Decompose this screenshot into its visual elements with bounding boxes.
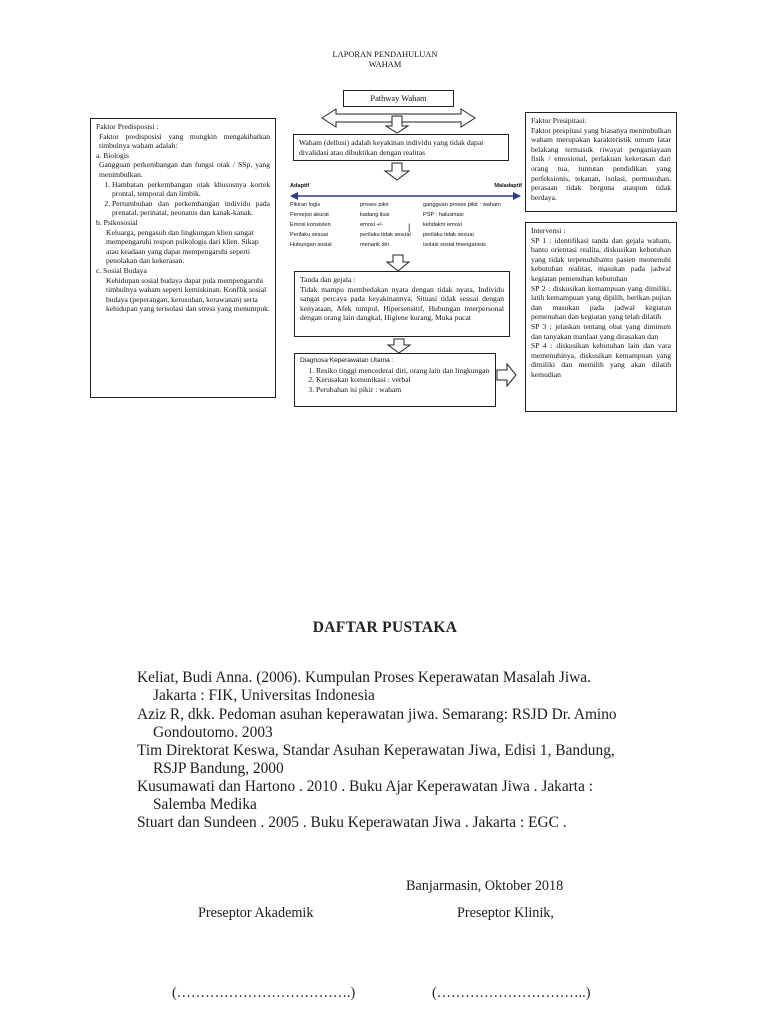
reference-line: Kusumawati dan Hartono . 2010 . Buku Ajar Keperawatan Jiwa . Jakarta : <box>137 778 594 795</box>
intervention-heading: Intervensi : <box>531 226 566 235</box>
report-title-line1: LAPORAN PENDAHULUAN <box>332 50 438 59</box>
reference-item <box>137 669 637 706</box>
right-signature-blank: (…………………………..) <box>432 985 591 1001</box>
reference-line: Salemba Medika <box>153 796 257 813</box>
intervention-sp1: SP 1 : identifikasi tanda dan gejala waham, bantu orientasi realita, diskusikan kebutuhan yang tidak terpenuhibantu pasien memenuhi kebutuhan realitas, masukan pada jadwal kegiatan pemenuhan kebutuhan <box>531 235 671 283</box>
continuum-item: gangguan proses pikir : waham <box>423 202 501 208</box>
diagnosis-heading: Diagnosa Keperawatan Utama : <box>300 357 394 364</box>
continuum-col-middle <box>360 202 430 252</box>
continuum-item: emosi +/- <box>360 222 384 228</box>
intervention-sp4: SP 4 : diskusikan kebutuhan lain dan vara memenuhinya, diskusikan kemampuan yang dimiliki dan memilih yang akan dilatih kemudian <box>531 341 671 379</box>
reference-item <box>137 778 637 814</box>
report-title-line2: WAHAM <box>368 60 402 70</box>
predisposisi-intro: Faktor predisposisi yang mungkin mengakibatkan timbulnya waham adalah: <box>99 131 270 151</box>
diagnosis-box <box>294 353 496 407</box>
reference-line: Stuart dan Sundeen . 2005 . Buku Keperawatan Jiwa . Jakarta : EGC . <box>137 814 567 831</box>
list-item: 2. Kerusakan komunikasi : verbal <box>316 375 490 385</box>
diagnosis-list <box>300 366 490 395</box>
continuum-item: PSP : halusinasi <box>423 212 464 218</box>
reference-line: RSJP Bandung, 2000 <box>153 760 284 777</box>
predisposisi-heading: Faktor Predisposisi : <box>96 122 159 131</box>
predisposisi-a-text: Gangguan perkembangan dan fungsi otak / SSp. yang menimbulkan. <box>99 160 270 179</box>
down-arrow-icon <box>388 339 410 353</box>
predisposisi-a-list <box>96 180 270 218</box>
presipitasi-heading: Faktor Presipitasi: <box>531 116 587 125</box>
continuum-item: proses pikir <box>360 202 389 208</box>
response-continuum <box>290 183 522 253</box>
reference-line: Gondoutomo. 2003 <box>153 724 273 741</box>
continuum-divider: | <box>408 222 411 232</box>
down-arrow-icon <box>387 255 409 271</box>
reference-item <box>137 742 637 778</box>
presipitasi-box <box>525 112 677 212</box>
reference-line: Jakarta : FIK, Universitas Indonesia <box>153 687 375 704</box>
continuum-item: Emosi konsisten <box>290 222 331 228</box>
adaptive-label: Adaptif <box>290 183 310 189</box>
predisposisi-c-text: Kehidupan sosial budaya dapat pula mempengaruhi timbulnya waham seperti kemiskinan. Konflik sosial budaya (peperangan, kerusuhan, kerawanan) serta kehidupan yang terisolasi dan stress yang menumpuk. <box>106 275 270 314</box>
intervention-box <box>525 222 677 412</box>
references-list <box>137 669 637 834</box>
reference-line: Keliat, Budi Anna. (2006). Kumpulan Proses Keperawatan Masalah Jiwa. <box>137 669 591 686</box>
reference-line: Aziz R, dkk. Pedoman asuhan keperawatan jiwa. Semarang: RSJD Dr. Amino <box>137 706 617 723</box>
continuum-item: perilaku tidak sesuai <box>423 232 474 238</box>
reference-line: Tim Direktorat Keswa, Standar Asuhan Keperawatan Jiwa, Edisi 1, Bandung, <box>137 742 615 759</box>
signs-text: Tidak mampu membedakan nyata dengan tidak nyata, Individu sangat percaya pada keyakinannya, Situasi tidak sesuai dengan kenyataan, Afek tumpul, Hipersensitif, Hubungan interpersonal dengan orang lain dangkal, Higiene kurang, Muka pucat <box>300 284 504 323</box>
continuum-item: kadang ilusi <box>360 212 390 218</box>
signs-box <box>294 271 510 337</box>
list-item: 1. Resiko tinggi mencederai diri, orang lain dan lingkungan <box>316 366 490 376</box>
left-signature-blank: (……………………………….) <box>172 985 356 1001</box>
continuum-col-adaptive <box>290 202 360 252</box>
definition-text: Waham (dellusi) adalah keyakinan individu yang tidak dapat divalidasi atau dibuktikan dengan realitas <box>299 138 484 157</box>
continuum-item: menarik diri <box>360 242 389 248</box>
continuum-item: Persepsi akurat <box>290 212 329 218</box>
predisposisi-b-label: b. Psikososial <box>96 217 138 227</box>
continuum-item: isolasi sosial tmenganisis <box>423 242 486 248</box>
presipitasi-text: Faktor prespitasi yang biasanya menimbulkan waham merupakan karakteristik umum latar belakang termasuk riwayat penganiayaan fisik / emosional, perlakuan kekerasan dari orang tua, tuntutan pendidikan yang perfeksionis, tekanan, isolasi, permusuhan, perasaan tidak berguna ataupun tidak berdaya. <box>531 125 671 202</box>
definition-box <box>293 134 509 161</box>
reference-item <box>137 814 637 834</box>
predisposisi-box <box>90 118 276 398</box>
continuum-item: ketidakm emosi <box>423 222 462 228</box>
list-item: 2. Pertumbuhan dan perkembangan individu pada prenatal, perinatal, neonatus dan kanak-kanak. <box>112 199 270 218</box>
left-signatory-role: Preseptor Akademik <box>198 905 314 921</box>
maladaptive-label: Maladaptif <box>494 183 522 189</box>
predisposisi-c-label: c. Sosial Budaya <box>96 265 147 275</box>
continuum-item: perilaku tidak sesuai <box>360 232 411 238</box>
reference-item <box>137 706 637 742</box>
references-title: DAFTAR PUSTAKA <box>312 619 458 636</box>
continuum-item: Pikiran logis <box>290 202 321 208</box>
signs-heading: Tanda dan gejala : <box>300 275 356 284</box>
intervention-sp2: SP 2 : diskusikan kemampuan yang dimiliki, latih kemampuan yang dipilih, berikan pujian dan masukan pada jadwal kegiatan pemenuhan dan kegiatan yang telah dilatih <box>531 283 671 322</box>
right-signatory-role: Preseptor Klinik, <box>457 905 554 921</box>
intervention-sp3: SP 3 : jelaskan tentang obat yang diminum dan tanyakan manfaat yang dirasakan dan <box>531 321 671 341</box>
pathway-title: Pathway Waham <box>370 94 427 103</box>
predisposisi-a-label: a. Biologis <box>96 150 129 160</box>
right-arrow-icon <box>497 364 516 386</box>
list-item: 1. Hambatan perkembangan otak khususnya kortek prontal, temporal dan limbik. <box>112 180 270 199</box>
place-date: Banjarmasin, Oktober 2018 <box>406 878 564 894</box>
list-item: 3. Perubahan isi pikir : waham <box>316 385 490 395</box>
continuum-item: Hubungan sosial <box>290 242 332 248</box>
down-arrow-icon <box>385 163 409 180</box>
predisposisi-b-text: Keluarga, pengasuh dan lingkungan klien sangat mempengaruhi respon psikologis dari klien. Sikap atau keadaan yang dapat mempengaruhi seperti penolakan dan kekerasan. <box>106 227 259 266</box>
continuum-item: Perilaku sesuai <box>290 232 328 238</box>
continuum-col-maladaptive <box>423 202 522 252</box>
